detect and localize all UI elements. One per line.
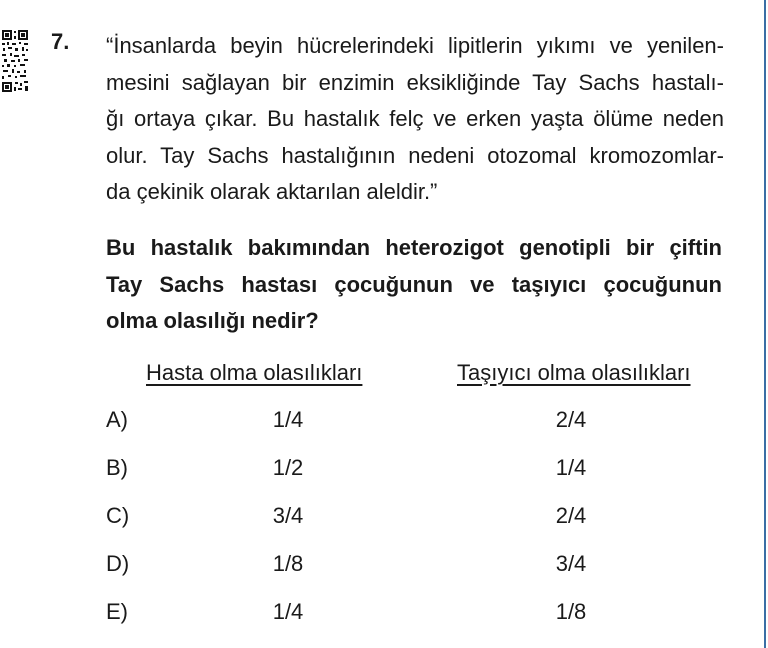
qr-code-icon [0, 28, 30, 96]
option-hasta-value: 1/4 [272, 599, 304, 624]
passage-line: ğı ortaya çıkar. Bu hastalık felç ve erken yaşta ölüme neden [106, 106, 724, 131]
column-header-hasta: Hasta olma olasılıkları [146, 360, 363, 385]
question-number: 7. [51, 29, 70, 54]
question-prompt [106, 230, 722, 340]
column-header-tasiyici: Taşıyıcı olma olasılıkları [457, 360, 691, 385]
option-letter: B) [106, 455, 128, 480]
passage-line: da çekinik olarak aktarılan aleldir.” [106, 179, 438, 204]
option-letter: E) [106, 599, 128, 624]
option-tasiyici-value: 2/4 [555, 503, 587, 528]
answer-option-a[interactable] [0, 405, 740, 435]
answer-option-c[interactable] [0, 501, 740, 531]
option-tasiyici-value: 2/4 [555, 407, 587, 432]
option-letter: A) [106, 407, 128, 432]
option-tasiyici-value: 3/4 [555, 551, 587, 576]
option-hasta-value: 1/8 [272, 551, 304, 576]
prompt-line: olma olasılığı nedir? [106, 308, 319, 333]
prompt-line: Bu hastalık bakımından heterozigot genotipli bir çiftin [106, 235, 722, 260]
passage-line: mesini sağlayan bir enzimin eksikliğinde Tay Sachs hastalı- [106, 69, 724, 95]
question-passage [106, 28, 724, 211]
answer-option-d[interactable] [0, 549, 740, 579]
answer-option-e[interactable] [0, 597, 740, 627]
passage-line: olur. Tay Sachs hastalığının nedeni otozomal kromozomlar- [106, 142, 724, 168]
answer-option-b[interactable] [0, 453, 740, 483]
option-letter: D) [106, 551, 130, 576]
option-tasiyici-value: 1/8 [555, 599, 587, 624]
option-letter: C) [106, 503, 130, 528]
option-tasiyici-value: 1/4 [555, 455, 587, 480]
option-hasta-value: 1/2 [272, 455, 304, 480]
prompt-line: Tay Sachs hastası çocuğunun ve taşıyıcı çocuğunun [106, 271, 722, 297]
page-margin-rule [764, 0, 766, 648]
passage-line: “İnsanlarda beyin hücrelerindeki lipitlerin yıkımı ve yenilen- [106, 33, 724, 58]
option-hasta-value: 3/4 [272, 503, 304, 528]
option-hasta-value: 1/4 [272, 407, 304, 432]
